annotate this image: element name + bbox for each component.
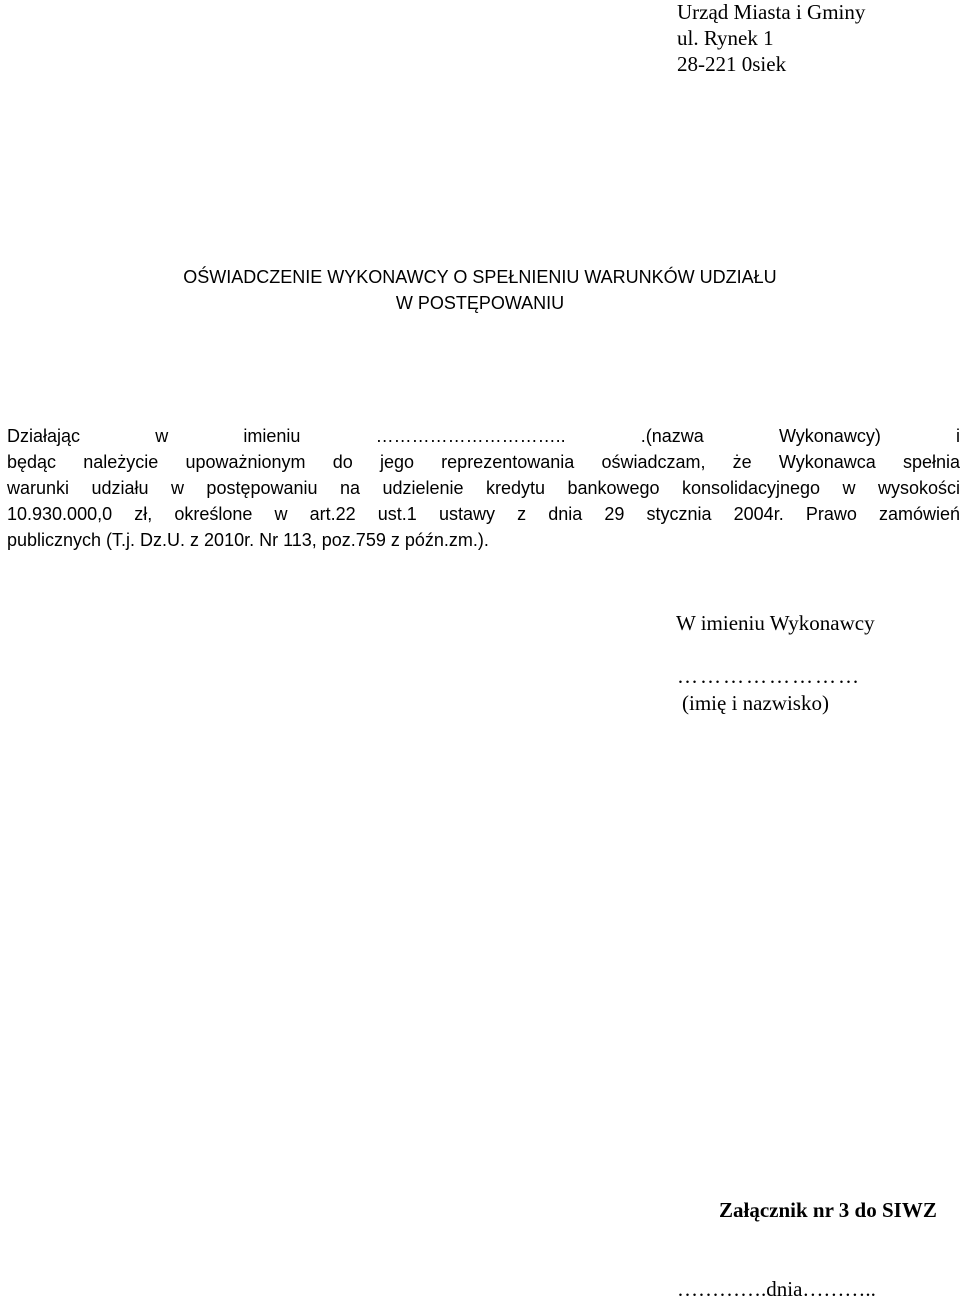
title-line-2: W POSTĘPOWANIU <box>395 293 565 313</box>
recipient-postal-city: 28-221 0siek <box>677 52 787 76</box>
recipient-street: ul. Rynek 1 <box>677 26 774 50</box>
document-title <box>0 265 960 317</box>
recipient-address <box>677 0 865 78</box>
attachment-label: Załącznik nr 3 do SIWZ <box>719 1198 937 1222</box>
paragraph-line: publicznych (T.j. Dz.U. z 2010r. Nr 113, poz.759 z późn.zm.). <box>7 530 489 550</box>
declaration-paragraph <box>7 424 960 554</box>
paragraph-line: 10.930.000,0 zł, określone w art.22 ust.1 ustawy z dnia 29 stycznia 2004r. Prawo zamówień <box>7 504 960 524</box>
paragraph-line: Działając w imieniu ………………………….. .(nazwa Wykonawcy) i <box>7 426 960 446</box>
paragraph-line: będąc należycie upoważnionym do jego reprezentowania oświadczam, że Wykonawca spełnia <box>7 452 960 472</box>
signature-dotted-line: …………………… <box>677 664 861 688</box>
paragraph-line: warunki udziału w postępowaniu na udzielenie kredytu bankowego konsolidacyjnego w wysokości <box>7 478 960 498</box>
title-line-1: OŚWIADCZENIE WYKONAWCY O SPEŁNIENIU WARUNKÓW UDZIAŁU <box>183 267 777 287</box>
date-dotted-line: ………….dnia……….. <box>677 1277 876 1301</box>
signature-heading: W imieniu Wykonawcy <box>676 611 875 635</box>
signature-caption: (imię i nazwisko) <box>682 691 829 715</box>
recipient-name: Urząd Miasta i Gminy <box>677 0 866 24</box>
